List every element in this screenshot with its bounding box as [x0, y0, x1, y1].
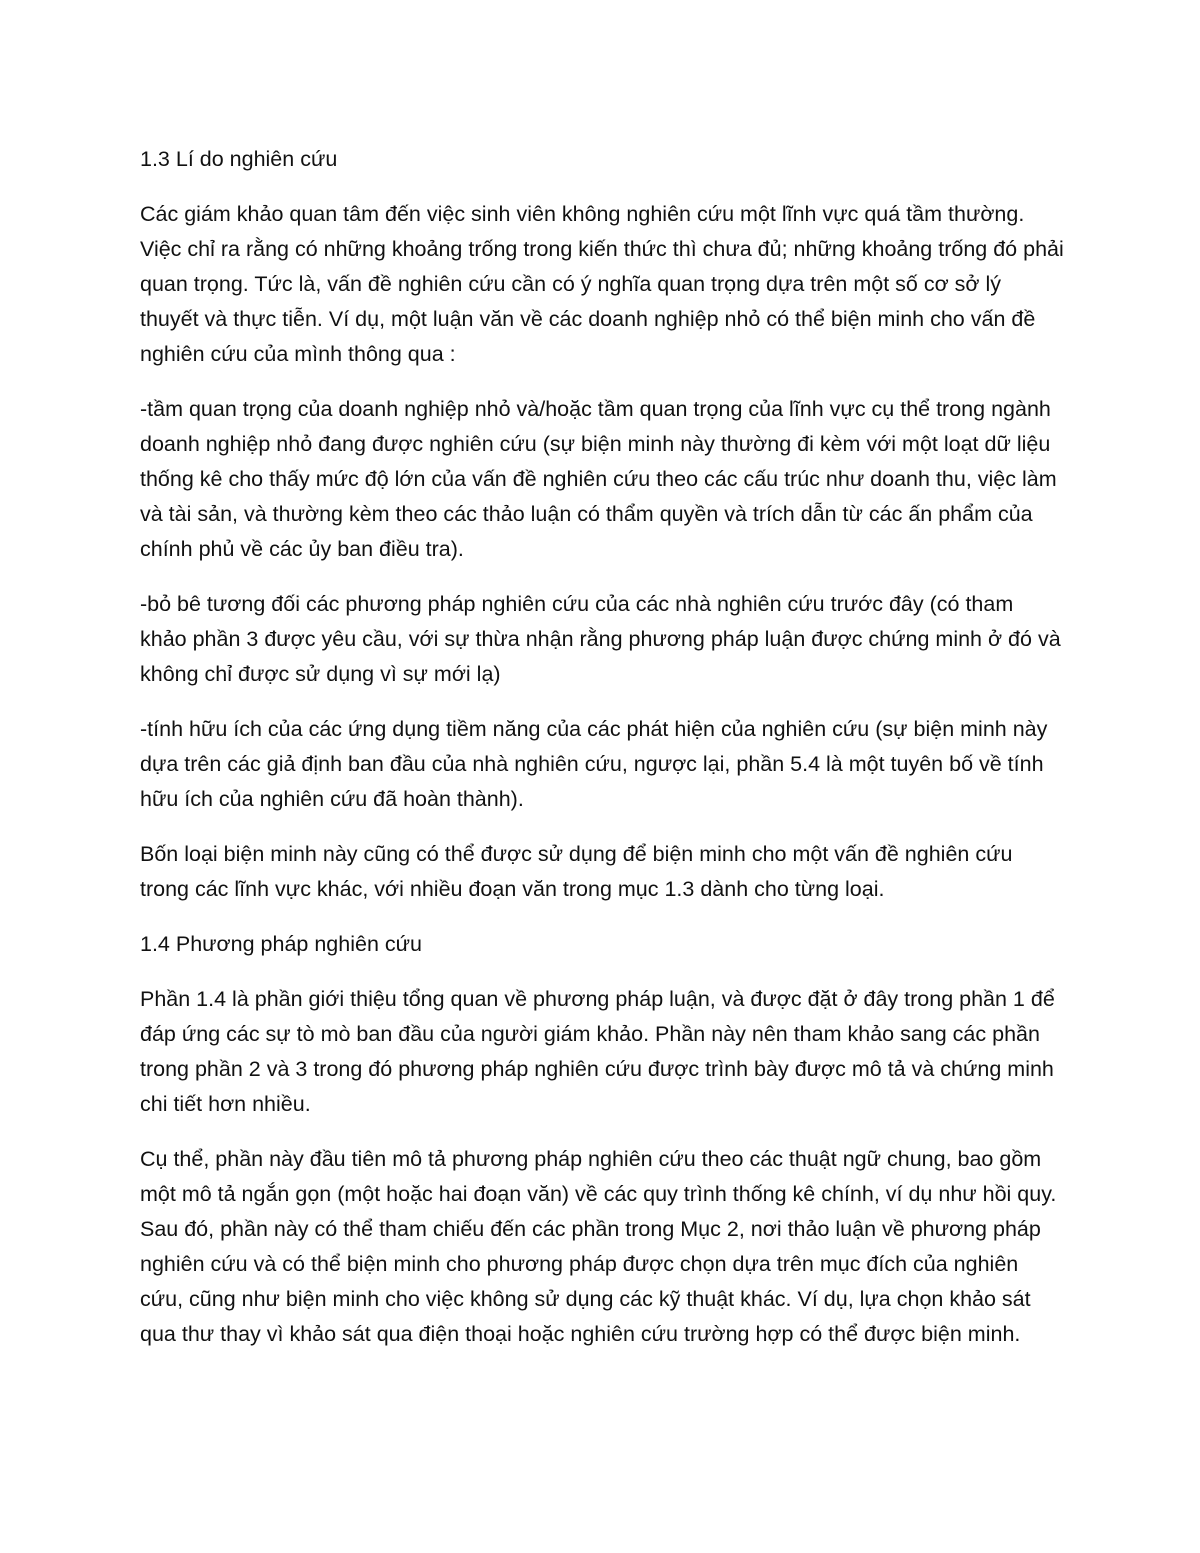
- section-heading-1-3: 1.3 Lí do nghiên cứu: [140, 147, 338, 171]
- paragraph-closing: Bốn loại biện minh này cũng có thể được sử dụng để biện minh cho một vấn đề nghiên cứu trong các lĩnh vực khác, với nhiều đoạn văn trong mục 1.3 dành cho từng loại.: [140, 842, 1013, 901]
- paragraph-methodology-2: Cụ thể, phần này đầu tiên mô tả phương pháp nghiên cứu theo các thuật ngữ chung, bao gồm một mô tả ngắn gọn (một hoặc hai đoạn văn) về các quy trình thống kê chính, ví dụ như hồi quy. Sau đó, phần này có thể tham chiếu đến các phần trong Mục 2, nơi thảo luận về phương pháp nghiên cứu và có thể biện minh cho phương pháp được chọn dựa trên mục đích của nghiên cứu, cũng như biện minh cho việc không sử dụng các kỹ thuật khác. Ví dụ, lựa chọn khảo sát qua thư thay vì khảo sát qua điện thoại hoặc nghiên cứu trường hợp có thể được biện minh.: [140, 1147, 1057, 1346]
- paragraph-methodology-1: Phần 1.4 là phần giới thiệu tổng quan về phương pháp luận, và được đặt ở đây trong phần 1 để đáp ứng các sự tò mò ban đầu của người giám khảo. Phần này nên tham khảo sang các phần trong phần 2 và 3 trong đó phương pháp nghiên cứu được trình bày được mô tả và chứng minh chi tiết hơn nhiều.: [140, 987, 1055, 1116]
- section-heading-1-4: 1.4 Phương pháp nghiên cứu: [140, 932, 422, 956]
- document-body: [140, 142, 1065, 1372]
- paragraph-point-1: -tầm quan trọng của doanh nghiệp nhỏ và/hoặc tầm quan trọng của lĩnh vực cụ thể trong ngành doanh nghiệp nhỏ đang được nghiên cứu (sự biện minh này thường đi kèm với một loạt dữ liệu thống kê cho thấy mức độ lớn của vấn đề nghiên cứu theo các cấu trúc như doanh thu, việc làm và tài sản, và thường kèm theo các thảo luận có thẩm quyền và trích dẫn từ các ấn phẩm của chính phủ về các ủy ban điều tra).: [140, 397, 1057, 561]
- paragraph-intro: Các giám khảo quan tâm đến việc sinh viên không nghiên cứu một lĩnh vực quá tầm thường. Việc chỉ ra rằng có những khoảng trống trong kiến thức thì chưa đủ; những khoảng trống đó phải quan trọng. Tức là, vấn đề nghiên cứu cần có ý nghĩa quan trọng dựa trên một số cơ sở lý thuyết và thực tiễn. Ví dụ, một luận văn về các doanh nghiệp nhỏ có thể biện minh cho vấn đề nghiên cứu của mình thông qua :: [140, 202, 1064, 366]
- paragraph-point-3: -tính hữu ích của các ứng dụng tiềm năng của các phát hiện của nghiên cứu (sự biện minh này dựa trên các giả định ban đầu của nhà nghiên cứu, ngược lại, phần 5.4 là một tuyên bố về tính hữu ích của nghiên cứu đã hoàn thành).: [140, 717, 1048, 811]
- paragraph-point-2: -bỏ bê tương đối các phương pháp nghiên cứu của các nhà nghiên cứu trước đây (có tham khảo phần 3 được yêu cầu, với sự thừa nhận rằng phương pháp luận được chứng minh ở đó và không chỉ được sử dụng vì sự mới lạ): [140, 592, 1061, 686]
